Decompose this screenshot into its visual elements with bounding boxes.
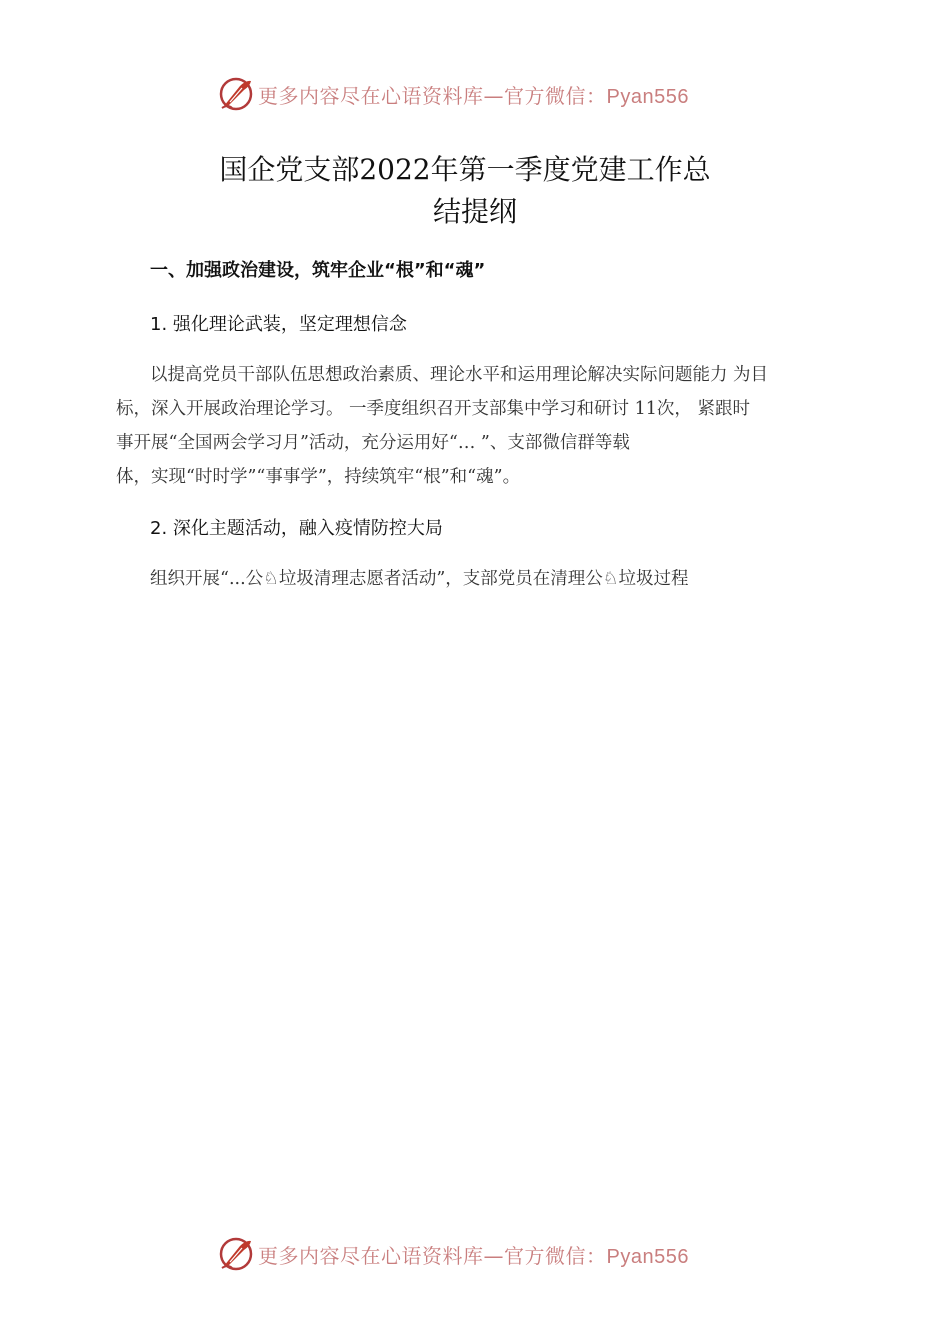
footer-banner — [0, 1232, 950, 1276]
document-title-line-2: 结提纲 — [432, 195, 517, 228]
quill-pen-logo-icon — [218, 76, 254, 112]
subsection-heading-1: 1. 强化理论武装，坚定理想信念 — [150, 314, 407, 335]
paragraph-line: 事开展“全国两会学习月”活动，充分运用好“… ”、支部微信群等载 — [116, 433, 630, 453]
paragraph-2 — [116, 562, 822, 596]
document-title-line-1: 国企党支部2022年第一季度党建工作总 — [219, 153, 711, 186]
subsection-heading-2: 2. 深化主题活动，融入疫情防控大局 — [150, 518, 443, 539]
section-heading-1: 一、加强政治建设，筑牢企业“根”和“魂” — [150, 260, 486, 281]
paragraph-line: 组织开展“...公♘垃圾清理志愿者活动”，支部党员在清理公♘垃圾过程 — [150, 569, 689, 589]
header-banner — [0, 72, 950, 116]
banner-text: 更多内容尽在心语资料库—官方微信：Pyan556 — [258, 1244, 689, 1268]
quill-pen-logo-icon — [218, 1236, 254, 1272]
paragraph-1 — [116, 358, 822, 494]
paragraph-line: 体，实现“时时学”“事事学”，持续筑牢“根”和“魂”。 — [116, 467, 521, 487]
wechat-id: Pyan556 — [606, 1246, 689, 1268]
wechat-id: Pyan556 — [606, 86, 689, 108]
paragraph-line: 标，深入开展政治理论学习。 一季度组织召开支部集中学习和研讨 11次， 紧跟时 — [116, 399, 750, 419]
paragraph-line: 以提高党员干部队伍思想政治素质、理论水平和运用理论解决实际问题能力 为目 — [150, 365, 769, 385]
banner-text: 更多内容尽在心语资料库—官方微信：Pyan556 — [258, 84, 689, 108]
